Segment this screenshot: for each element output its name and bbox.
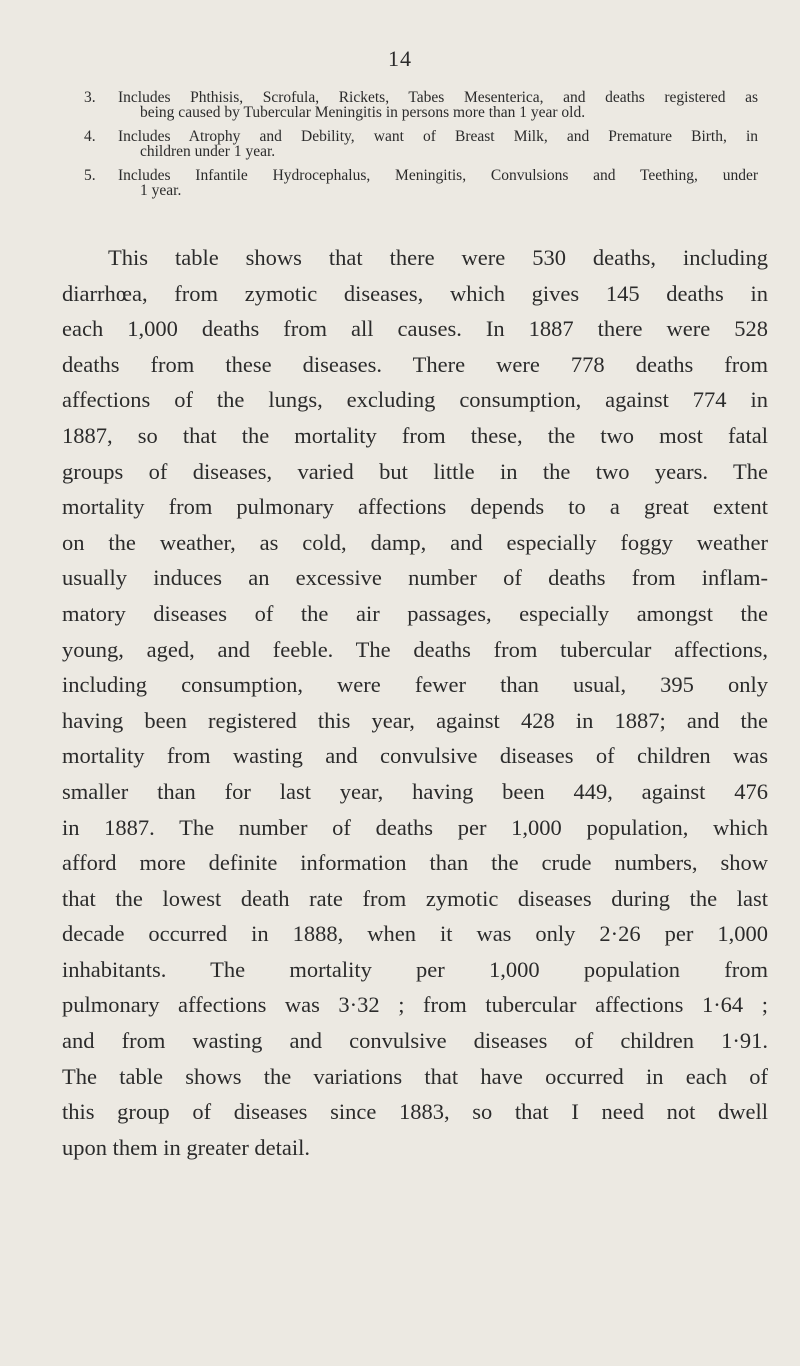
- footnote-text: Includes Atrophy and Debility, want of Breast Milk, and Premature Birth, in: [118, 128, 758, 145]
- paragraph-line: The table shows the variations that have occurred in each of: [62, 1063, 768, 1089]
- paragraph-line: usually induces an excessive number of deaths from inflam-: [62, 565, 768, 591]
- paragraph-line: afford more definite information than the crude numbers, show: [62, 850, 768, 876]
- paragraph-line: affections of the lungs, excluding consumption, against 774 in: [62, 387, 768, 413]
- paragraph-line: 1887, so that the mortality from these, the two most fatal: [62, 422, 768, 448]
- paragraph-line: upon them in greater detail.: [62, 1134, 311, 1160]
- paragraph-line: and from wasting and convulsive diseases of children 1·91.: [62, 1028, 768, 1054]
- paragraph-line: each 1,000 deaths from all causes. In 1887 there were 528: [62, 316, 768, 342]
- paragraph-line: having been registered this year, against 428 in 1887; and the: [62, 707, 768, 733]
- paragraph-line: decade occurred in 1888, when it was only 2·26 per 1,000: [62, 921, 768, 947]
- footnote-text: children under 1 year.: [140, 143, 276, 160]
- paragraph-line: matory diseases of the air passages, especially amongst the: [62, 600, 768, 626]
- footnote-number: 5.: [84, 167, 96, 184]
- footnote-4: [84, 128, 758, 160]
- paragraph-line: that the lowest death rate from zymotic diseases during the last: [62, 885, 768, 911]
- paragraph-line: mortality from pulmonary affections depends to a great extent: [62, 494, 768, 520]
- footnote-5: [84, 167, 758, 199]
- page-number: 14: [388, 46, 412, 71]
- paragraph-line: in 1887. The number of deaths per 1,000 population, which: [62, 814, 768, 840]
- body-paragraph: [62, 240, 768, 1165]
- footnote-3: [84, 89, 758, 121]
- paragraph-line: pulmonary affections was 3·32 ; from tubercular affections 1·64 ;: [62, 992, 768, 1018]
- paragraph-line: groups of diseases, varied but little in the two years. The: [62, 458, 768, 484]
- paragraph-line: diarrhœa, from zymotic diseases, which gives 145 deaths in: [62, 280, 768, 306]
- paragraph-line: inhabitants. The mortality per 1,000 population from: [62, 956, 768, 982]
- footnotes: [84, 89, 758, 207]
- paragraph-line: deaths from these diseases. There were 778 deaths from: [62, 351, 768, 377]
- footnote-text: Includes Infantile Hydrocephalus, Meningitis, Convulsions and Teething, under: [118, 167, 758, 184]
- paragraph-line: this group of diseases since 1883, so that I need not dwell: [62, 1099, 768, 1125]
- footnote-number: 4.: [84, 128, 96, 145]
- paragraph-line: This table shows that there were 530 deaths, including: [108, 245, 768, 270]
- paragraph-line: on the weather, as cold, damp, and especially foggy weather: [62, 529, 768, 555]
- paragraph-line: smaller than for last year, having been 449, against 476: [62, 778, 768, 804]
- paragraph-line: young, aged, and feeble. The deaths from tubercular affections,: [62, 636, 768, 662]
- footnote-number: 3.: [84, 89, 96, 106]
- footnote-text: being caused by Tubercular Meningitis in persons more than 1 year old.: [140, 104, 586, 121]
- paragraph-line: mortality from wasting and convulsive diseases of children was: [62, 743, 768, 769]
- footnote-text: Includes Phthisis, Scrofula, Rickets, Tabes Mesenterica, and deaths registered as: [118, 89, 758, 106]
- paragraph-line: including consumption, were fewer than usual, 395 only: [62, 672, 768, 698]
- footnote-text: 1 year.: [140, 182, 182, 199]
